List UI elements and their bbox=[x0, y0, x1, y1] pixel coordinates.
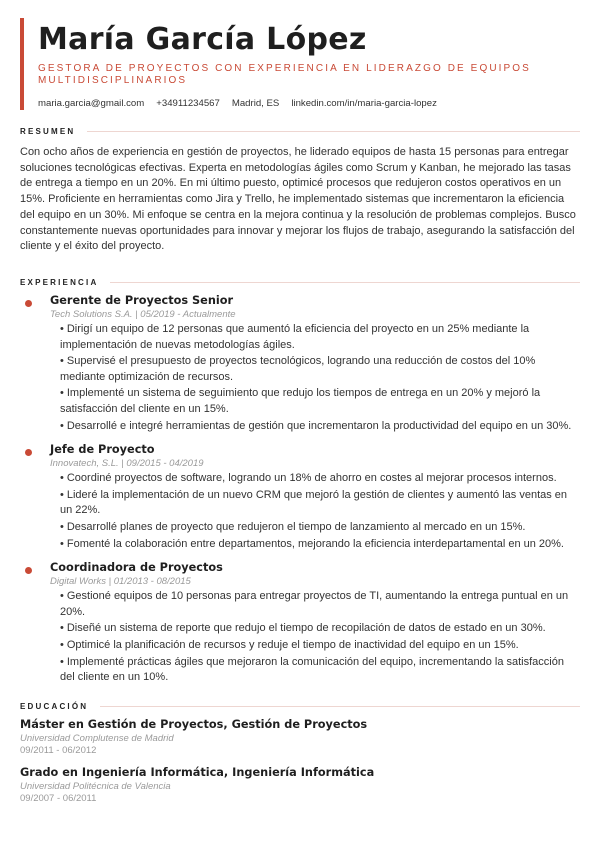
job-title: Jefe de Proyecto bbox=[50, 443, 155, 457]
education-dates: 09/2007 - 06/2011 bbox=[20, 793, 97, 804]
job-bullets bbox=[50, 589, 580, 686]
timeline-dot bbox=[25, 567, 32, 574]
job-meta: Tech Solutions S.A. | 05/2019 - Actualmente bbox=[50, 309, 236, 320]
job-bullet: • Lideré la implementación de un nuevo CRM que mejoró la gestión de clientes y aumentó las ventas en un 22%. bbox=[60, 488, 568, 517]
candidate-headline: GESTORA DE PROYECTOS CON EXPERIENCIA EN LIDERAZGO DE EQUIPOS MULTIDISCIPLINARIOS bbox=[38, 63, 531, 86]
section-header bbox=[20, 125, 580, 137]
section-header bbox=[20, 276, 580, 288]
education-section bbox=[20, 700, 580, 805]
job-bullets bbox=[50, 471, 580, 552]
education-degree: Grado en Ingeniería Informática, Ingeniería Informática bbox=[20, 766, 375, 779]
job-meta: Innovatech, S.L. | 09/2015 - 04/2019 bbox=[50, 458, 204, 470]
job-title: Gerente de Proyectos Senior bbox=[50, 294, 234, 307]
experience-title: EXPERIENCIA bbox=[20, 277, 99, 287]
job-meta: Digital Works | 01/2013 - 08/2015 bbox=[50, 576, 191, 588]
education-entry bbox=[20, 765, 580, 805]
job-bullet: • Desarrollé e integré herramientas de gestión que incrementaron la productividad del equipo en un 30%. bbox=[60, 419, 572, 432]
education-dates: 09/2011 - 06/2012 bbox=[20, 745, 97, 756]
contact-email[interactable]: maria.garcia@gmail.com bbox=[38, 98, 145, 109]
section-divider bbox=[110, 282, 580, 283]
education-school: Universidad Politécnica de Valencia bbox=[20, 781, 171, 792]
contact-phone[interactable]: +34911234567 bbox=[156, 98, 220, 109]
contact-info bbox=[38, 98, 588, 109]
job-bullet: • Fomenté la colaboración entre departamentos, mejorando la eficiencia interdepartamental en un 20%. bbox=[60, 537, 564, 550]
education-school: Universidad Complutense de Madrid bbox=[20, 733, 174, 744]
job-bullet: • Supervisé el presupuesto de proyectos tecnológicos, logrando una reducción de costos del 10% mediante optimización de recursos. bbox=[60, 355, 536, 383]
job-entry bbox=[20, 442, 580, 552]
experience-section bbox=[20, 276, 580, 687]
job-bullet: • Dirigí un equipo de 12 personas que aumentó la eficiencia del proyecto en un 25% mediante la implementación de nuevas metodologías ágiles. bbox=[60, 323, 530, 351]
job-bullet: • Optimicé la planificación de recursos y reduje el tiempo de inactividad del equipo en un 15%. bbox=[60, 638, 519, 651]
education-degree: Máster en Gestión de Proyectos, Gestión de Proyectos bbox=[20, 718, 368, 731]
contact-location: Madrid, ES bbox=[231, 98, 280, 109]
summary-section bbox=[20, 125, 580, 255]
education-title: EDUCACIÓN bbox=[20, 701, 89, 711]
summary-title: RESUMEN bbox=[20, 126, 76, 136]
job-bullet: • Diseñé un sistema de reporte que redujo el tiempo de recopilación de datos de estado en un 30%. bbox=[60, 622, 546, 635]
contact-linkedin[interactable]: linkedin.com/in/maria-garcia-lopez bbox=[291, 98, 437, 109]
job-entry bbox=[20, 293, 580, 434]
section-divider bbox=[100, 706, 580, 707]
job-bullet: • Desarrollé planes de proyecto que redujeron el tiempo de lanzamiento al mercado en un 15%. bbox=[60, 520, 526, 533]
section-header bbox=[20, 700, 580, 712]
section-divider bbox=[87, 131, 580, 132]
job-bullets bbox=[50, 322, 580, 434]
candidate-name: María García López bbox=[38, 22, 367, 57]
timeline-dot bbox=[25, 449, 32, 456]
job-bullet: • Gestioné equipos de 10 personas para entregar proyectos de TI, aumentando la entrega puntual en un 20%. bbox=[60, 590, 569, 618]
education-entry bbox=[20, 717, 580, 757]
job-bullet: • Coordiné proyectos de software, logrando un 18% de ahorro en costes al mejorar procesos internos. bbox=[60, 472, 557, 485]
job-bullet: • Implementé un sistema de seguimiento que redujo los tiempos de entrega en un 20% y mejoró la satisfacción del cliente en un 15%. bbox=[60, 387, 541, 415]
job-bullet: • Implementé prácticas ágiles que mejoraron la comunicación del equipo, incrementando la satisfacción del cliente en un 10%. bbox=[60, 655, 564, 684]
resume-header bbox=[38, 18, 588, 109]
summary-text: Con ocho años de experiencia en gestión de proyectos, he liderado equipos de hasta 15 personas para entregar soluciones tecnológicas efectivas. Experta en metodologías ágiles como Scrum y Kanban, he mejorado las tasas de entrega a tiempo en un 20%. En mi último puesto, optimicé procesos que redujeron costos operativos en un 15%. Proficiente en herramientas como Jira y Trello, he implementado sistemas que incrementaron la eficiencia del equipo en un 30%. Mi enfoque se centra en la mejora continua y la resolución de problemas complejos. Busco constantemente nuevas oportunidades para innovar y mejorar los flujos de trabajo, asegurando la satisfacción del cliente y el éxito del proyecto. bbox=[20, 146, 576, 253]
job-entry bbox=[20, 560, 580, 686]
job-title: Coordinadora de Proyectos bbox=[50, 561, 223, 575]
header-accent-bar bbox=[20, 18, 24, 110]
timeline-dot bbox=[25, 300, 32, 307]
